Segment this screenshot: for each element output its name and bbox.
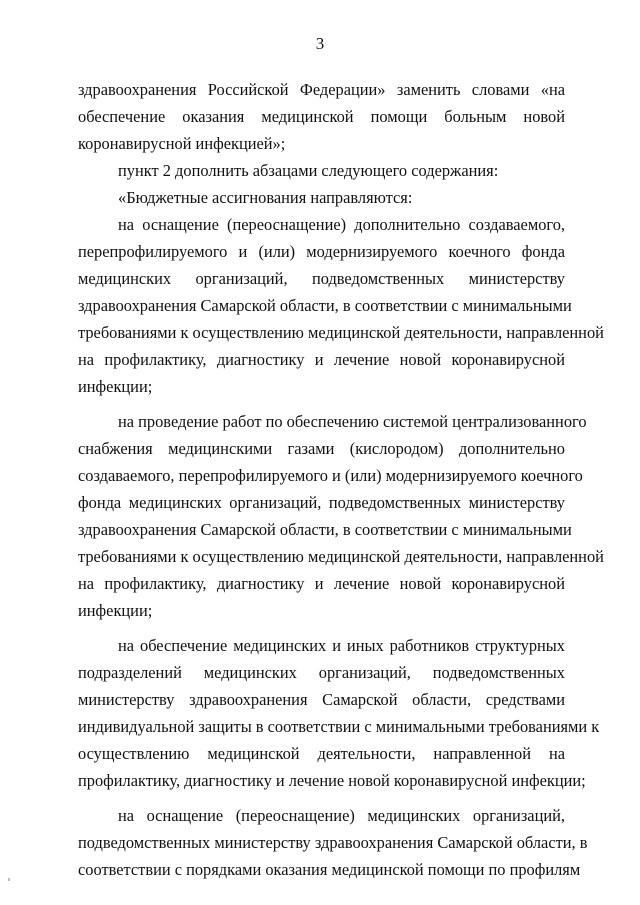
text-line: коронавирусной инфекцией»;	[78, 134, 286, 153]
paragraph-reequipment	[78, 802, 588, 883]
text-line: подразделений медицинских организаций, подведомственных	[78, 663, 565, 682]
document-body	[78, 76, 604, 883]
text-line: создаваемого, перепрофилируемого и (или) модернизируемого коечного	[78, 466, 583, 485]
paragraph-protective-equipment	[78, 632, 600, 794]
paragraph-equipment	[78, 211, 604, 400]
paragraph-budget-heading	[78, 184, 565, 211]
text-line: здравоохранения Российской Федерации» заменить словами «на	[78, 80, 565, 99]
text-line: профилактику, диагностику и лечение новой коронавирусной инфекции;	[78, 771, 586, 790]
text-line: на проведение работ по обеспечению системой централизованного	[118, 412, 587, 431]
scan-artifact-mark	[8, 878, 10, 881]
text-line: подведомственных министерству здравоохранения Самарской области, в	[78, 833, 588, 852]
paragraph-point-2	[78, 157, 565, 184]
text-line: обеспечение оказания медицинской помощи больным новой	[78, 107, 565, 126]
text-line: осуществлению медицинской деятельности, направленной на	[78, 744, 565, 763]
text-line: соответствии с порядками оказания медицинской помощи по профилям	[78, 860, 581, 879]
page-number: 3	[315, 34, 325, 53]
text-line: «Бюджетные ассигнования направляются:	[118, 188, 413, 207]
paragraph-oxygen-supply	[78, 408, 604, 624]
text-line: здравоохранения Самарской области, в соответствии с минимальными	[78, 296, 572, 315]
text-line: снабжения медицинскими газами (кислородом) дополнительно	[78, 439, 565, 458]
text-line: инфекции;	[78, 377, 153, 396]
text-line: на оснащение (переоснащение) медицинских организаций,	[118, 806, 565, 825]
text-line: требованиями к осуществлению медицинской деятельности, направленной	[78, 323, 604, 342]
text-line: на профилактику, диагностику и лечение новой коронавирусной	[78, 350, 565, 369]
text-line: министерству здравоохранения Самарской области, средствами	[78, 690, 565, 709]
text-line: на оснащение (переоснащение) дополнительно создаваемого,	[118, 215, 565, 234]
text-line: на обеспечение медицинских и иных работников структурных	[118, 636, 565, 655]
text-line: медицинских организаций, подведомственных министерству	[78, 269, 565, 288]
text-line: здравоохранения Самарской области, в соответствии с минимальными	[78, 520, 572, 539]
paragraph-continuation	[78, 76, 565, 157]
text-line: фонда медицинских организаций, подведомственных министерству	[78, 493, 565, 512]
text-line: на профилактику, диагностику и лечение новой коронавирусной	[78, 574, 565, 593]
text-line: пункт 2 дополнить абзацами следующего содержания:	[118, 161, 499, 180]
text-line: перепрофилируемого и (или) модернизируемого коечного фонда	[78, 242, 565, 261]
text-line: требованиями к осуществлению медицинской деятельности, направленной	[78, 547, 604, 566]
text-line: инфекции;	[78, 601, 153, 620]
text-line: индивидуальной защиты в соответствии с минимальными требованиями к	[78, 717, 600, 736]
